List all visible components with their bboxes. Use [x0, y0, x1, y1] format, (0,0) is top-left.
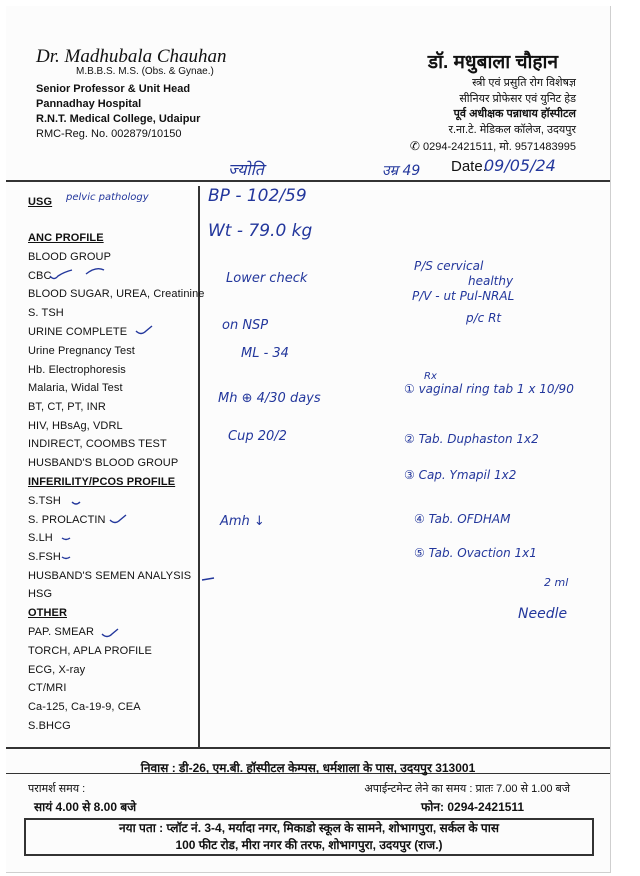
invest-husband-bg: HUSBAND'S BLOOD GROUP	[28, 457, 179, 469]
doctor-designation-hindi: सीनियर प्रोफेसर एवं युनिट हेड	[459, 93, 576, 105]
doctor-designation: Senior Professor & Unit Head	[36, 83, 191, 95]
prescription-sheet	[6, 6, 611, 873]
doctor-name: Dr. Madhubala Chauhan	[36, 46, 227, 67]
invest-cbc: CBC	[28, 270, 52, 282]
consult-label: परामर्श समय :	[28, 783, 86, 795]
appointment-time: अपाईन्टमेन्ट लेने का समय : प्रातः 7.00 से 1.00 बजे	[364, 783, 570, 795]
invest-lh: S.LH	[28, 532, 53, 544]
invest-semen: HUSBAND'S SEMEN ANALYSIS	[28, 570, 192, 582]
invest-hsg: HSG	[28, 588, 53, 600]
doctor-registration: RMC-Reg. No. 002879/10150	[36, 128, 182, 140]
medicine-4: ④ Tab. OFDHAM	[414, 512, 511, 526]
invest-anc-header: ANC PROFILE	[28, 232, 104, 244]
invest-fsh: S.FSH	[28, 551, 61, 563]
rx-symbol: Rx	[424, 371, 437, 382]
new-address-line-1: नया पता : प्लॉट नं. 3-4, मर्यादा नगर, मिकाडो स्कूल के सामने, शोभागपुरा, सर्कल के पास	[119, 821, 499, 835]
medicine-5: ⑤ Tab. Ovaction 1x1	[414, 546, 537, 560]
doctor-hospital: Pannadhay Hospital	[36, 98, 142, 110]
note-4: Mh ⊕ 4/30 days	[218, 391, 321, 406]
invest-coombs: INDIRECT, COOMBS TEST	[28, 438, 167, 450]
invest-tsh: S. TSH	[28, 307, 64, 319]
tick-semen	[202, 578, 214, 580]
invest-malaria-widal: Malaria, Widal Test	[28, 382, 123, 394]
tick-stsh	[72, 502, 80, 504]
invest-ecg: ECG, X-ray	[28, 664, 86, 676]
note-6: Amh ↓	[220, 514, 265, 529]
invest-usg: USG	[28, 196, 53, 208]
note-3: ML - 34	[241, 346, 289, 361]
invest-coag: BT, CT, PT, INR	[28, 401, 106, 413]
invest-tumor-markers: Ca-125, Ca-19-9, CEA	[28, 701, 141, 713]
invest-blood-group: BLOOD GROUP	[28, 251, 112, 263]
tick-urine	[136, 326, 152, 334]
patient-age: उम्र 49	[382, 163, 421, 179]
invest-ct-mri: CT/MRI	[28, 682, 67, 694]
usg-note: pelvic pathology	[66, 192, 149, 203]
exam-3: P/V - ut Pul-NRAL	[412, 289, 515, 303]
doctor-college-hindi: र.ना.टे. मेडिकल कॉलेज, उदयपुर	[448, 124, 576, 136]
invest-other-header: OTHER	[28, 607, 67, 619]
patient-name: ज्योति	[228, 160, 264, 179]
consult-time: सायं 4.00 से 8.00 बजे	[34, 800, 137, 814]
invest-hb-electrophoresis: Hb. Electrophoresis	[28, 364, 126, 376]
date-label: Date.	[451, 158, 487, 175]
tick-cbc-2	[86, 269, 104, 274]
doctor-college: R.N.T. Medical College, Udaipur	[36, 113, 201, 125]
exam-4: p/c Rt	[466, 311, 502, 325]
invest-pap: PAP. SMEAR	[28, 626, 95, 638]
invest-stsh: S.TSH	[28, 495, 61, 507]
exam-2: healthy	[468, 274, 514, 288]
invest-prolactin: S. PROLACTIN	[28, 514, 106, 526]
new-address-line-2: 100 फीट रोड, मीरा नगर की तरफ, शोभागपुरा, उदयपुर (राज.)	[175, 838, 443, 852]
clinic-phone: फोन: 0294-2421511	[421, 800, 525, 814]
medicine-2: ② Tab. Duphaston 1x2	[404, 432, 539, 446]
note-2: on NSP	[222, 318, 269, 333]
doctor-signature: Needle	[518, 606, 568, 622]
medicine-5-qty: 2 ml	[544, 576, 569, 589]
invest-blood-sugar: BLOOD SUGAR, UREA, Creatinine	[28, 288, 205, 300]
note-5: Cup 20/2	[228, 429, 287, 444]
new-address-box	[24, 818, 594, 856]
invest-bhcg: S.BHCG	[28, 720, 71, 732]
medicine-3: ③ Cap. Ymapil 1x2	[404, 468, 517, 482]
tick-lh	[62, 538, 70, 540]
tick-prolactin	[110, 515, 126, 523]
phone-icon: ✆	[409, 139, 420, 153]
residence-address: निवास : डी-26, एम.बी. हॉस्पीटल केम्पस, धर्मशाला के पास, उदयपुर 313001	[140, 761, 476, 775]
doctor-phone: ✆ 0294-2421511, मो. 9571483995	[409, 139, 576, 153]
note-bp: BP - 102/59	[208, 186, 307, 206]
invest-upt: Urine Pregnancy Test	[28, 345, 135, 357]
tick-pap	[102, 629, 118, 637]
note-weight: Wt - 79.0 kg	[208, 221, 313, 241]
invest-hiv-panel: HIV, HBsAg, VDRL	[28, 420, 123, 432]
visit-date: 09/05/24	[484, 156, 556, 175]
doctor-specialty-hindi: स्त्री एवं प्रसुति रोग विशेषज्ञ	[472, 77, 576, 89]
invest-urine-complete: URINE COMPLETE	[28, 326, 128, 338]
invest-infertility-header: INFERILITY/PCOS PROFILE	[28, 476, 176, 488]
doctor-former-post-hindi: पूर्व अधीक्षक पन्नाधाय हॉस्पीटल	[453, 108, 576, 120]
exam-1: P/S cervical	[414, 259, 484, 273]
note-1: Lower check	[226, 271, 308, 286]
doctor-name-hindi: डॉ. मधुबाला चौहान	[427, 52, 558, 73]
invest-torch: TORCH, APLA PROFILE	[28, 645, 152, 657]
doctor-degree: M.B.B.S. M.S. (Obs. & Gynae.)	[76, 66, 214, 77]
tick-fsh	[62, 557, 70, 559]
medicine-1: ① vaginal ring tab 1 x 10/90	[404, 382, 574, 396]
tick-cbc	[50, 270, 72, 279]
